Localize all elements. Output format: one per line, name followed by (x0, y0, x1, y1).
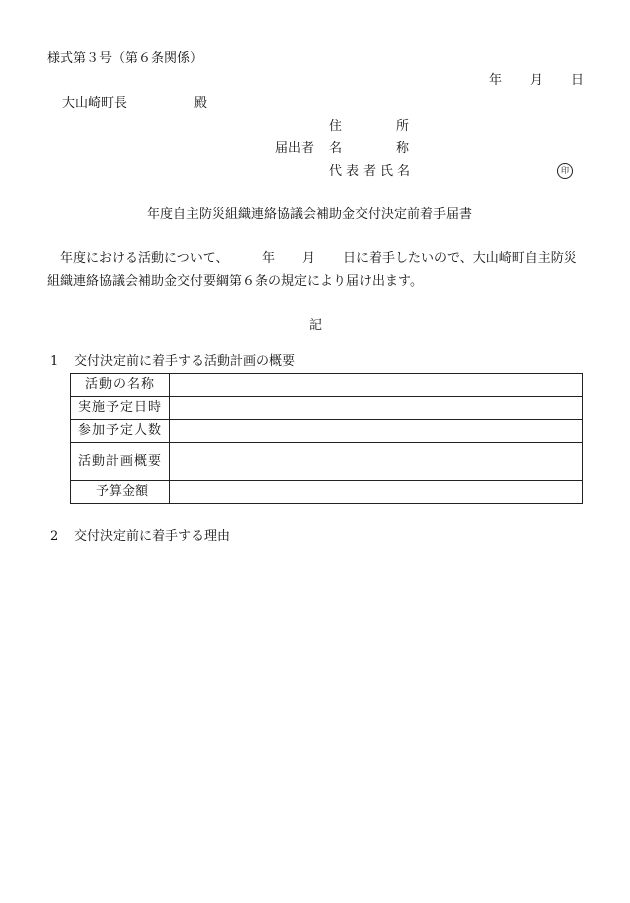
date-day-label: 日 (571, 73, 585, 88)
date-year-label: 年 (489, 73, 503, 88)
table-row (71, 420, 583, 443)
address-label-1: 住 (329, 119, 343, 134)
row-value[interactable] (170, 374, 583, 397)
table-row (71, 374, 583, 397)
table-row (71, 443, 583, 481)
row-value[interactable] (170, 443, 583, 481)
row-value[interactable] (170, 481, 583, 504)
section2-number: 2 (50, 529, 59, 544)
seal-mark: 印 (557, 163, 573, 179)
body-line2: 組織連絡協議会補助金交付要綱第６条の規定により届け出ます。 (47, 274, 423, 289)
section2-title: 交付決定前に着手する理由 (74, 529, 231, 544)
row-label: 実施予定日時 (71, 397, 170, 420)
activity-plan-table (70, 373, 583, 504)
row-label: 活動計画概要 (71, 443, 170, 481)
date-month-label: 月 (530, 73, 544, 88)
representative-label: 代表者氏名 (329, 164, 415, 179)
form-label: 様式第３号（第６条関係） (47, 51, 204, 66)
section1-number: 1 (50, 354, 59, 369)
addressee-name: 大山崎町長 (62, 96, 128, 111)
body-line1-b: 日に着手したいので、大山崎町自主防災 (343, 251, 577, 266)
document-title: 年度自主防災組織連絡協議会補助金交付決定前着手届書 (147, 207, 473, 222)
name-label-1: 名 (329, 141, 343, 156)
applicant-prefix: 届出者 (275, 141, 315, 156)
body-line1-year: 年 (262, 251, 276, 266)
row-value[interactable] (170, 420, 583, 443)
row-label: 活動の名称 (71, 374, 170, 397)
row-label: 参加予定人数 (71, 420, 170, 443)
section1-title: 交付決定前に着手する活動計画の概要 (74, 354, 296, 369)
name-label-2: 称 (396, 141, 410, 156)
table-row (71, 397, 583, 420)
row-label: 予算金額 (71, 481, 170, 504)
addressee-honorific: 殿 (194, 96, 208, 111)
body-line1-month: 月 (302, 251, 316, 266)
body-line1-a: 年度における活動について、 (60, 251, 229, 266)
ki-heading: 記 (309, 318, 323, 333)
table-row (71, 481, 583, 504)
row-value[interactable] (170, 397, 583, 420)
address-label-2: 所 (396, 119, 410, 134)
